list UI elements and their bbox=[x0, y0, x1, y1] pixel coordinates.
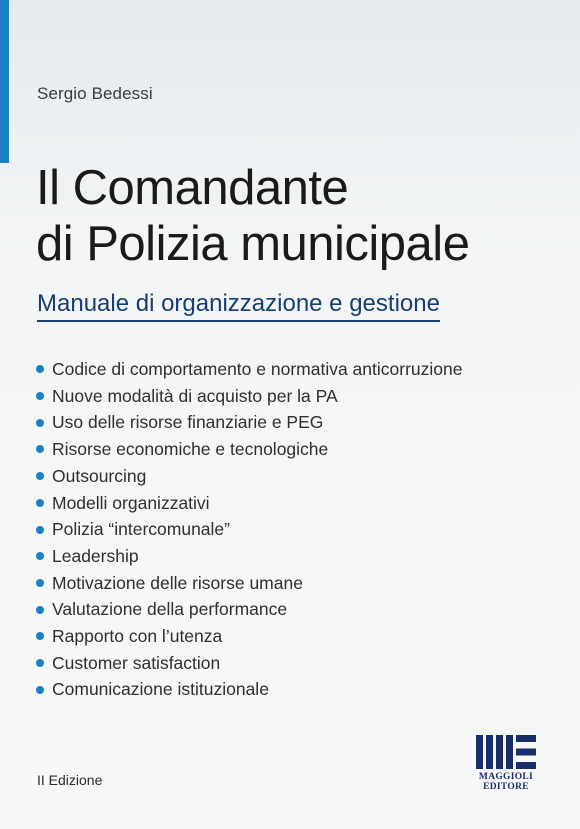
bullet-icon bbox=[36, 552, 44, 560]
topic-list bbox=[36, 356, 462, 703]
topic-label: Valutazione della performance bbox=[52, 599, 288, 620]
topic-label: Leadership bbox=[52, 545, 139, 566]
edition-label: II Edizione bbox=[37, 772, 103, 788]
topic-label: Polizia “intercomunale” bbox=[52, 519, 230, 540]
bullet-icon bbox=[36, 579, 44, 587]
title-line-1: Il Comandante bbox=[36, 161, 349, 215]
list-item bbox=[36, 516, 462, 543]
topic-label: Uso delle risorse finanziarie e PEG bbox=[52, 412, 324, 433]
bullet-icon bbox=[36, 419, 44, 427]
maggioli-bars-logo-icon bbox=[476, 735, 536, 769]
topic-label: Risorse economiche e tecnologiche bbox=[52, 439, 329, 460]
bullet-icon bbox=[36, 686, 44, 694]
author-name: Sergio Bedessi bbox=[37, 84, 153, 103]
list-item bbox=[36, 596, 462, 623]
list-item bbox=[36, 623, 462, 650]
topic-label: Outsourcing bbox=[52, 465, 147, 486]
list-item bbox=[36, 650, 462, 677]
book-subtitle: Manuale di organizzazione e gestione bbox=[37, 289, 440, 322]
bullet-icon bbox=[36, 606, 44, 614]
publisher-logo bbox=[474, 735, 538, 795]
topic-label: Modelli organizzativi bbox=[52, 492, 210, 513]
topic-label: Nuove modalità di acquisto per la PA bbox=[52, 385, 338, 406]
list-item bbox=[36, 570, 462, 597]
list-item bbox=[36, 543, 462, 570]
topic-label: Rapporto con l’utenza bbox=[52, 626, 223, 647]
list-item bbox=[36, 356, 462, 383]
bullet-icon bbox=[36, 392, 44, 400]
topic-label: Comunicazione istituzionale bbox=[52, 679, 269, 700]
publisher-name-line-2: EDITORE bbox=[483, 782, 529, 792]
list-item bbox=[36, 676, 462, 703]
list-item bbox=[36, 490, 462, 517]
topic-label: Customer satisfaction bbox=[52, 652, 221, 673]
bullet-icon bbox=[36, 365, 44, 373]
bullet-icon bbox=[36, 445, 44, 453]
bullet-icon bbox=[36, 472, 44, 480]
list-item bbox=[36, 409, 462, 436]
book-title bbox=[36, 160, 469, 272]
list-item bbox=[36, 383, 462, 410]
publisher-name-line-1: MAGGIOLI bbox=[478, 772, 534, 782]
topic-label: Codice di comportamento e normativa anticorruzione bbox=[52, 359, 463, 379]
bullet-icon bbox=[36, 632, 44, 640]
bullet-icon bbox=[36, 499, 44, 507]
list-item bbox=[36, 463, 462, 490]
topic-label: Motivazione delle risorse umane bbox=[52, 572, 303, 593]
blue-accent-bar bbox=[0, 0, 9, 163]
bullet-icon bbox=[36, 526, 44, 534]
bullet-icon bbox=[36, 659, 44, 667]
title-line-2: di Polizia municipale bbox=[36, 217, 470, 271]
list-item bbox=[36, 436, 462, 463]
